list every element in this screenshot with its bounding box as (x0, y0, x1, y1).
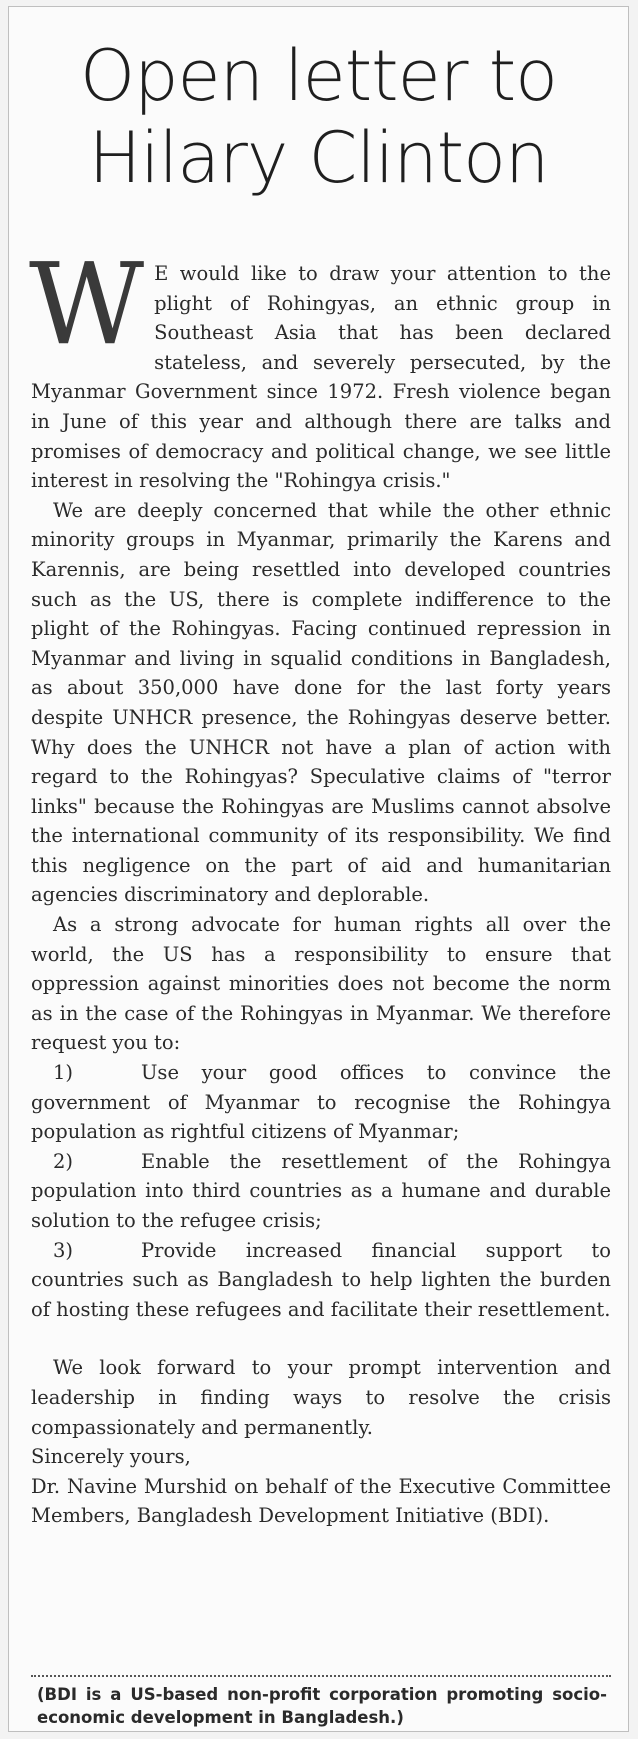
request-number: 1) (53, 1061, 74, 1085)
letter-body (29, 240, 611, 1531)
dotted-divider (31, 1675, 611, 1677)
signoff-text: Sincerely yours, (31, 1445, 191, 1469)
dropcap-letter: W (29, 240, 145, 370)
signature-text: Dr. Navine Murshid on behalf of the Executive Committee Members, Bangladesh Development Initiative (BDI). (31, 1474, 611, 1528)
request-item-3 (31, 1236, 611, 1325)
letter-page (8, 6, 629, 1732)
request-item-2 (31, 1147, 611, 1236)
footnote-text: (BDI is a US-based non-profit corporation promoting socio-economic development in Bangladesh.) (37, 1685, 607, 1727)
advocate-paragraph: As a strong advocate for human rights all over the world, the US has a responsibility to ensure that oppression against minorities does not become the norm as in the case of the Rohingyas in Myanmar. We therefore request you to: (31, 913, 611, 1055)
request-number: 3) (53, 1238, 74, 1262)
concern-paragraph: We are deeply concerned that while the other ethnic minority groups in Myanmar, primarily the Karens and Karennis, are being resettled into developed countries such as the US, there is complete indifference to the plight of the Rohingyas. Facing continued repression in Myanmar and living in squalid conditions in Bangladesh, as about 350,000 have done for the last forty years despite UNHCR presence, the Rohingyas deserve better. Why does the UNHCR not have a plan of action with regard to the Rohingyas? Speculative claims of "terror links" because the Rohingyas are Muslims cannot absolve the international community of its responsibility. We find this negligence on the part of aid and humanitarian agencies discriminatory and deplorable. (31, 498, 611, 907)
closing-paragraph: We look forward to your prompt intervention and leadership in finding ways to resolve the crisis compassionately and permanently. (31, 1356, 611, 1439)
request-number: 2) (53, 1149, 74, 1173)
request-text: Provide increased financial support to countries such as Bangladesh to help lighten the burden of hosting these refugees and facilitate their resettlement. (31, 1238, 611, 1321)
letter-title: Open letter to Hilary Clinton (80, 35, 557, 199)
request-text: Enable the resettlement of the Rohingya population into third countries as a humane and durable solution to the refugee crisis; (31, 1149, 611, 1232)
request-item-1 (31, 1058, 611, 1147)
request-text: Use your good offices to convince the government of Myanmar to recognise the Rohingya population as rightful citizens of Myanmar; (31, 1061, 611, 1144)
intro-text: E would like to draw your attention to the plight of Rohingyas, an ethnic group in Southeast Asia that has been declared stateless, and severely persecuted, by the Myanmar Government since 1972. Fresh violence began in June of this year and although there are talks and promises of democracy and political change, we see little interest in resolving the "Rohingya crisis." (31, 262, 611, 493)
intro-paragraph (29, 240, 611, 496)
